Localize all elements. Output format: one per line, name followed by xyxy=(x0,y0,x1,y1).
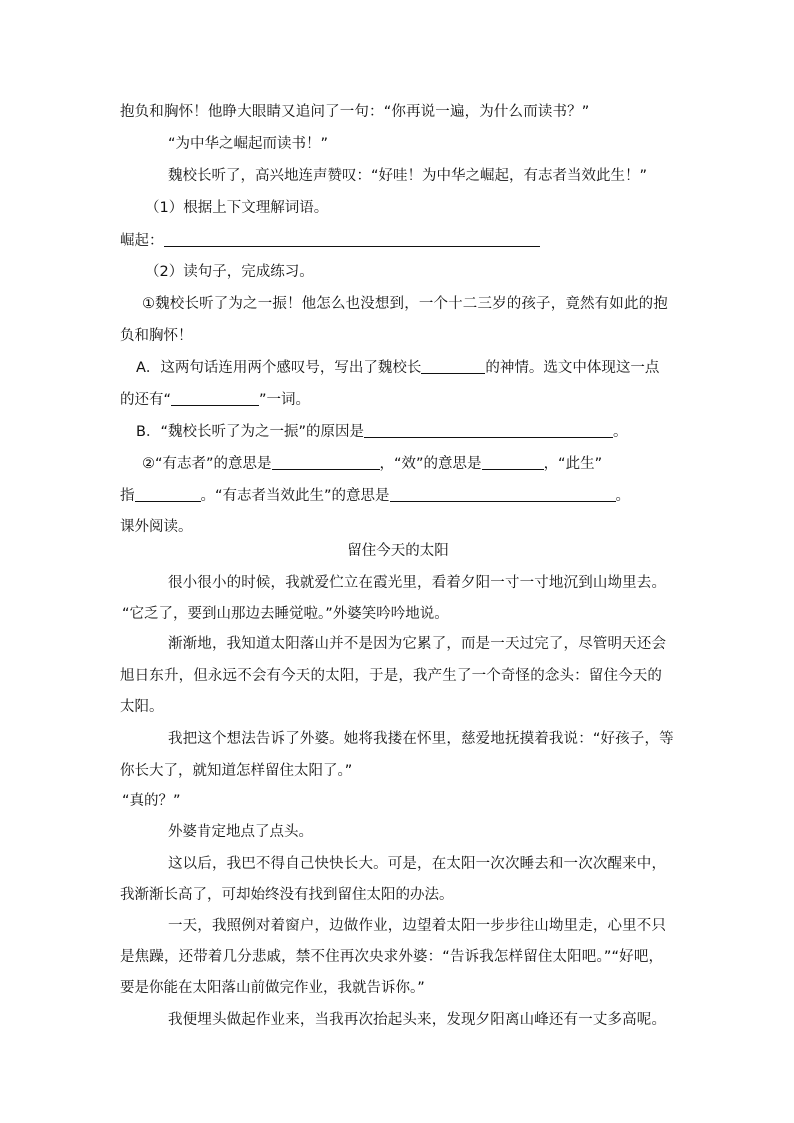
passage-title: 留住今天的太阳 xyxy=(347,543,449,559)
question-text: ”一词。 xyxy=(259,392,311,408)
paragraph-line: 你长大了，就知道怎样留住太阳了。” xyxy=(120,763,353,779)
paragraph-line: 要是你能在太阳落山前做完作业，我就告诉你。” xyxy=(120,980,425,996)
section-label: 课外阅读。 xyxy=(120,519,193,535)
answer-blank[interactable] xyxy=(272,453,380,470)
question-title: （1）根据上下文理解词语。 xyxy=(145,200,329,216)
paragraph-line: 我把这个想法告诉了外婆。她将我搂在怀里，慈爱地抚摸着我说：“好孩子，等 xyxy=(168,731,674,747)
paragraph-line: 外婆肯定地点了点头。 xyxy=(168,824,313,840)
paragraph-line: 一天，我照例对着窗户，边做作业，边望着太阳一步步往山坳里走，心里不只 xyxy=(168,918,667,934)
question-text: A．这两句话连用两个感叹号，写出了魏校长 xyxy=(136,360,422,376)
question-line xyxy=(120,389,310,410)
text-line: ①魏校长听了为之一振！他怎么也没想到，一个十二三岁的孩子，竟然有如此的抱 xyxy=(142,296,668,312)
question-text: 指 xyxy=(120,488,135,504)
paragraph-line: “真的？” xyxy=(122,793,181,809)
paragraph-line: 旭日东升，但永远不会有今天的太阳，于是，我产生了一个奇怪的念头：留住今天的 xyxy=(120,668,663,684)
answer-blank[interactable] xyxy=(164,230,540,247)
question-text: 。 xyxy=(612,424,628,440)
question-line xyxy=(136,421,627,442)
question-text: 的还有“ xyxy=(120,392,172,408)
text-line: 魏校长听了，高兴地连声赞叹：“好哇！为中华之崛起，有志者当效此生！” xyxy=(168,168,648,184)
paragraph-line: 是焦躁，还带着几分悲戚，禁不住再次央求外婆：“告诉我怎样留住太阳吧。”“好吧， xyxy=(120,949,664,965)
paragraph-line: 很小很小的时候，我就爱伫立在霞光里，看着夕阳一寸一寸地沉到山坳里去。 xyxy=(168,575,667,591)
question-text: B．“魏校长听了为之一振”的原因是 xyxy=(136,424,364,440)
question-text: 的神情。选文中体现这一点 xyxy=(485,360,660,376)
question-text: ，“此生” xyxy=(543,456,603,472)
paragraph-line: “它乏了，要到山那边去睡觉啦。”外婆笑吟吟地说。 xyxy=(122,606,449,622)
paragraph-line: 这以后，我巴不得自己快快长大。可是，在太阳一次次睡去和一次次醒来中， xyxy=(168,856,667,872)
question-text: 。 xyxy=(615,488,631,504)
paragraph-line: 我便埋头做起作业来，当我再次抬起头来，发现夕阳离山峰还有一丈多高呢。 xyxy=(168,1012,667,1028)
question-line xyxy=(142,453,602,474)
text-line: 抱负和胸怀！他睁大眼睛又追问了一句：“你再说一遍，为什么而读书？” xyxy=(120,104,590,120)
question-line xyxy=(120,230,540,251)
paragraph-line: 太阳。 xyxy=(120,699,164,715)
question-title: （2）读句子，完成练习。 xyxy=(145,264,314,280)
paragraph-line: 我渐渐长高了，可却始终没有找到留住太阳的办法。 xyxy=(120,887,454,903)
question-text: 。“有志者当效此生”的意思是 xyxy=(200,488,390,504)
answer-blank[interactable] xyxy=(390,485,616,502)
question-word: 崛起： xyxy=(120,233,164,249)
text-line: “为中华之崛起而读书！” xyxy=(168,136,329,152)
answer-blank[interactable] xyxy=(135,485,201,502)
text-line: 负和胸怀！ xyxy=(120,328,193,344)
answer-blank[interactable] xyxy=(171,389,259,406)
question-line xyxy=(120,485,630,506)
answer-blank[interactable] xyxy=(421,357,485,374)
question-text: ②“有志者”的意思是 xyxy=(142,456,272,472)
question-text: ，“效”的意思是 xyxy=(379,456,482,472)
paragraph-line: 渐渐地，我知道太阳落山并不是因为它累了，而是一天过完了，尽管明天还会 xyxy=(168,636,667,652)
answer-blank[interactable] xyxy=(364,421,613,438)
question-line xyxy=(136,357,659,378)
answer-blank[interactable] xyxy=(482,453,544,470)
